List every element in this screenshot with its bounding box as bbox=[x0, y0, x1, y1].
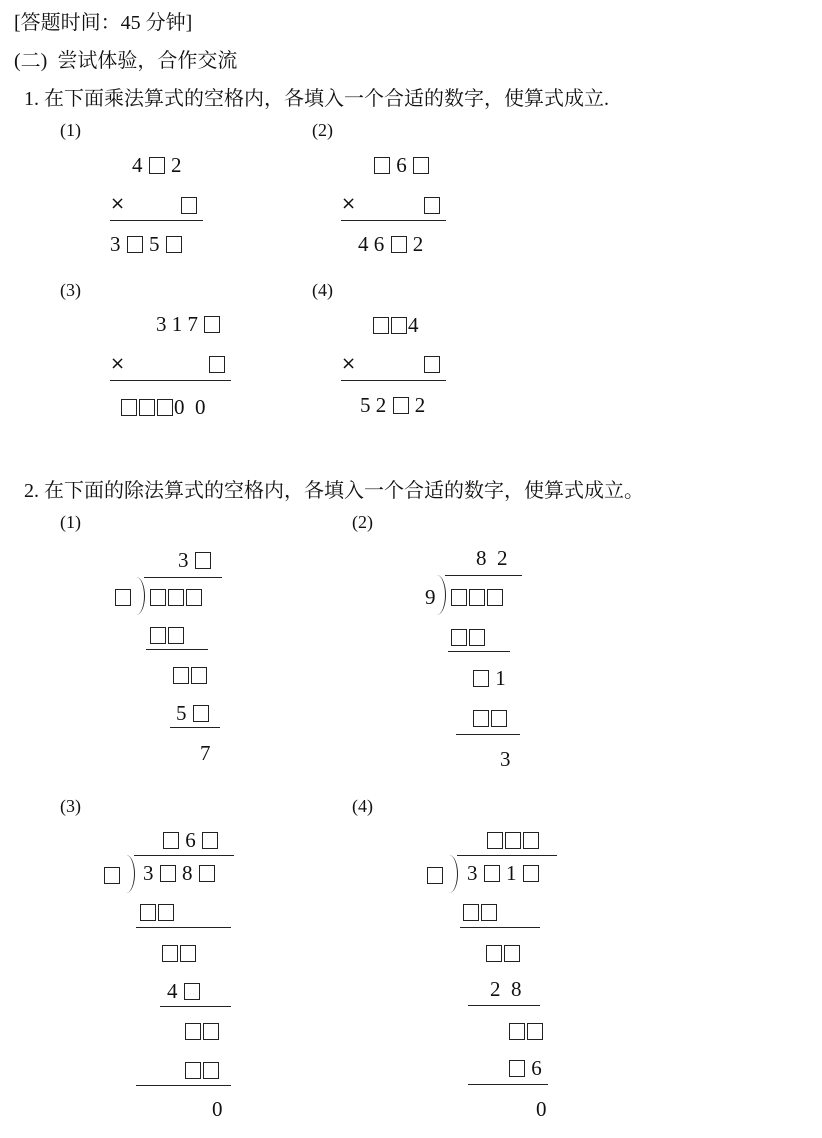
answer-box[interactable] bbox=[469, 589, 485, 606]
q1-problem-4-label: (4) bbox=[312, 280, 333, 300]
q2-p2-dividend bbox=[450, 585, 504, 609]
q2-p3-step1 bbox=[139, 900, 175, 924]
answer-box[interactable] bbox=[484, 865, 500, 882]
question-1-prompt: 1. 在下面乘法算式的空格内，各填入一个合适的数字，使算式成立. bbox=[24, 88, 609, 110]
q2-p4-step2 bbox=[485, 941, 521, 965]
q2-problem-2-label: (2) bbox=[352, 512, 373, 532]
times-sign: × bbox=[110, 353, 126, 374]
answer-box[interactable] bbox=[204, 316, 220, 333]
subtraction-line bbox=[136, 927, 231, 928]
answer-box[interactable] bbox=[391, 236, 407, 253]
answer-box[interactable] bbox=[504, 945, 520, 962]
subtraction-line bbox=[448, 651, 510, 652]
q1-p3-multiplicand: 3 1 7 bbox=[156, 312, 221, 336]
answer-box[interactable] bbox=[195, 552, 211, 569]
q1-p1-multiplicand: 4 2 bbox=[132, 153, 182, 177]
q2-p2-remainder: 3 bbox=[500, 747, 511, 771]
q1-p3-product: 0 0 bbox=[120, 395, 206, 419]
q2-p3-step5 bbox=[184, 1058, 220, 1082]
q2-p3-remainder: 0 bbox=[212, 1097, 223, 1121]
answer-box[interactable] bbox=[527, 1023, 543, 1040]
answer-box[interactable] bbox=[140, 904, 156, 921]
answer-box[interactable] bbox=[487, 832, 503, 849]
answer-box[interactable] bbox=[505, 832, 521, 849]
product-line bbox=[341, 220, 446, 221]
answer-box[interactable] bbox=[104, 867, 120, 884]
answer-box[interactable] bbox=[115, 589, 131, 606]
q2-p4-divisor bbox=[426, 863, 444, 887]
subtraction-line bbox=[460, 927, 540, 928]
answer-box[interactable] bbox=[185, 1023, 201, 1040]
subtraction-line bbox=[468, 1005, 540, 1006]
answer-box[interactable] bbox=[157, 399, 173, 416]
answer-box[interactable] bbox=[424, 356, 440, 373]
answer-box[interactable] bbox=[486, 945, 502, 962]
answer-box[interactable] bbox=[199, 865, 215, 882]
q2-p4-step5: 6 bbox=[508, 1056, 542, 1080]
division-bar bbox=[457, 855, 557, 856]
division-bar bbox=[445, 575, 522, 576]
q2-p3-quotient: 6 bbox=[162, 828, 219, 852]
answer-box[interactable] bbox=[149, 157, 165, 174]
q1-p1-product: 3 5 bbox=[110, 232, 183, 256]
answer-box[interactable] bbox=[509, 1060, 525, 1077]
answer-box[interactable] bbox=[473, 710, 489, 727]
q2-p1-remainder: 7 bbox=[200, 741, 211, 765]
subtraction-line bbox=[468, 1084, 548, 1085]
q1-p4-multiplier bbox=[423, 352, 441, 376]
q2-p4-dividend: 3 1 bbox=[467, 861, 540, 885]
subtraction-line bbox=[136, 1085, 231, 1086]
q1-problem-2-label: (2) bbox=[312, 120, 333, 140]
answer-box[interactable] bbox=[186, 589, 202, 606]
answer-box[interactable] bbox=[166, 236, 182, 253]
q2-p3-divisor bbox=[103, 863, 121, 887]
answer-box[interactable] bbox=[463, 904, 479, 921]
q2-p1-step1 bbox=[149, 623, 185, 647]
question-2-prompt: 2. 在下面的除法算式的空格内，各填入一个合适的数字，使算式成立。 bbox=[24, 480, 644, 502]
answer-box[interactable] bbox=[193, 705, 209, 722]
answer-box[interactable] bbox=[209, 356, 225, 373]
q2-p1-step3: 5 bbox=[176, 701, 210, 725]
product-line bbox=[341, 380, 446, 381]
q2-problem-3-label: (3) bbox=[60, 796, 81, 816]
answer-box[interactable] bbox=[473, 670, 489, 687]
answer-box[interactable] bbox=[121, 399, 137, 416]
q2-p2-step2: 1 bbox=[472, 666, 506, 690]
subtraction-line bbox=[146, 649, 208, 650]
q2-p4-step1 bbox=[462, 900, 498, 924]
answer-box[interactable] bbox=[424, 197, 440, 214]
answer-box[interactable] bbox=[180, 945, 196, 962]
subtraction-line bbox=[160, 1006, 231, 1007]
division-bar bbox=[134, 855, 234, 856]
answer-box[interactable] bbox=[491, 710, 507, 727]
answer-box[interactable] bbox=[451, 629, 467, 646]
answer-box[interactable] bbox=[487, 589, 503, 606]
answer-box[interactable] bbox=[168, 627, 184, 644]
q2-p4-step4 bbox=[508, 1019, 544, 1043]
q1-p4-multiplicand: 4 bbox=[372, 313, 419, 337]
q1-p2-product: 4 6 2 bbox=[358, 232, 424, 256]
q1-p4-product: 5 2 2 bbox=[360, 393, 426, 417]
time-note: [答题时间：45 分钟] bbox=[14, 12, 193, 34]
answer-box[interactable] bbox=[202, 832, 218, 849]
product-line bbox=[110, 220, 203, 221]
q2-p1-divisor bbox=[114, 585, 132, 609]
answer-box[interactable] bbox=[391, 317, 407, 334]
division-bracket bbox=[447, 855, 458, 893]
answer-box[interactable] bbox=[523, 865, 539, 882]
q2-p3-step4 bbox=[184, 1019, 220, 1043]
q2-p4-step3: 2 8 bbox=[490, 977, 522, 1001]
answer-box[interactable] bbox=[168, 589, 184, 606]
q1-p1-multiplier bbox=[180, 193, 198, 217]
answer-box[interactable] bbox=[374, 157, 390, 174]
q1-p3-multiplier bbox=[208, 352, 226, 376]
answer-box[interactable] bbox=[509, 1023, 525, 1040]
answer-box[interactable] bbox=[191, 667, 207, 684]
division-bar bbox=[144, 577, 222, 578]
q2-p1-quotient: 3 bbox=[178, 548, 212, 572]
q2-p1-step2 bbox=[172, 663, 208, 687]
answer-box[interactable] bbox=[150, 589, 166, 606]
answer-box[interactable] bbox=[127, 236, 143, 253]
q2-p2-step3 bbox=[472, 706, 508, 730]
answer-box[interactable] bbox=[373, 317, 389, 334]
answer-box[interactable] bbox=[523, 832, 539, 849]
q2-problem-4-label: (4) bbox=[352, 796, 373, 816]
answer-box[interactable] bbox=[173, 667, 189, 684]
answer-box[interactable] bbox=[163, 832, 179, 849]
q1-p2-multiplier bbox=[423, 193, 441, 217]
answer-box[interactable] bbox=[150, 627, 166, 644]
q2-problem-1-label: (1) bbox=[60, 512, 81, 532]
answer-box[interactable] bbox=[181, 197, 197, 214]
q2-p1-dividend bbox=[149, 585, 203, 609]
q2-p2-step1 bbox=[450, 625, 486, 649]
answer-box[interactable] bbox=[451, 589, 467, 606]
times-sign: × bbox=[110, 193, 126, 214]
q2-p2-quotient: 8 2 bbox=[476, 546, 508, 570]
q2-p4-quotient bbox=[486, 828, 540, 852]
answer-box[interactable] bbox=[413, 157, 429, 174]
answer-box[interactable] bbox=[139, 399, 155, 416]
q2-p3-dividend: 3 8 bbox=[143, 861, 216, 885]
answer-box[interactable] bbox=[185, 1062, 201, 1079]
times-sign: × bbox=[341, 353, 357, 374]
answer-box[interactable] bbox=[162, 945, 178, 962]
answer-box[interactable] bbox=[158, 904, 174, 921]
q1-problem-1-label: (1) bbox=[60, 120, 81, 140]
times-sign: × bbox=[341, 193, 357, 214]
section-title: (二) 尝试体验，合作交流 bbox=[14, 50, 238, 72]
answer-box[interactable] bbox=[160, 865, 176, 882]
division-bracket bbox=[134, 577, 145, 615]
answer-box[interactable] bbox=[427, 867, 443, 884]
subtraction-line bbox=[456, 734, 520, 735]
division-bracket bbox=[435, 575, 446, 615]
answer-box[interactable] bbox=[469, 629, 485, 646]
q2-p3-step2 bbox=[161, 941, 197, 965]
subtraction-line bbox=[170, 727, 220, 728]
q2-p4-remainder: 0 bbox=[536, 1097, 547, 1121]
answer-box[interactable] bbox=[203, 1023, 219, 1040]
division-bracket bbox=[124, 855, 135, 893]
answer-box[interactable] bbox=[393, 397, 409, 414]
answer-box[interactable] bbox=[184, 983, 200, 1000]
q2-p3-step3: 4 bbox=[167, 979, 201, 1003]
q1-problem-3-label: (3) bbox=[60, 280, 81, 300]
q2-p2-divisor: 9 bbox=[425, 585, 436, 609]
q1-p2-multiplicand: 6 bbox=[373, 153, 430, 177]
product-line bbox=[110, 380, 231, 381]
answer-box[interactable] bbox=[203, 1062, 219, 1079]
answer-box[interactable] bbox=[481, 904, 497, 921]
